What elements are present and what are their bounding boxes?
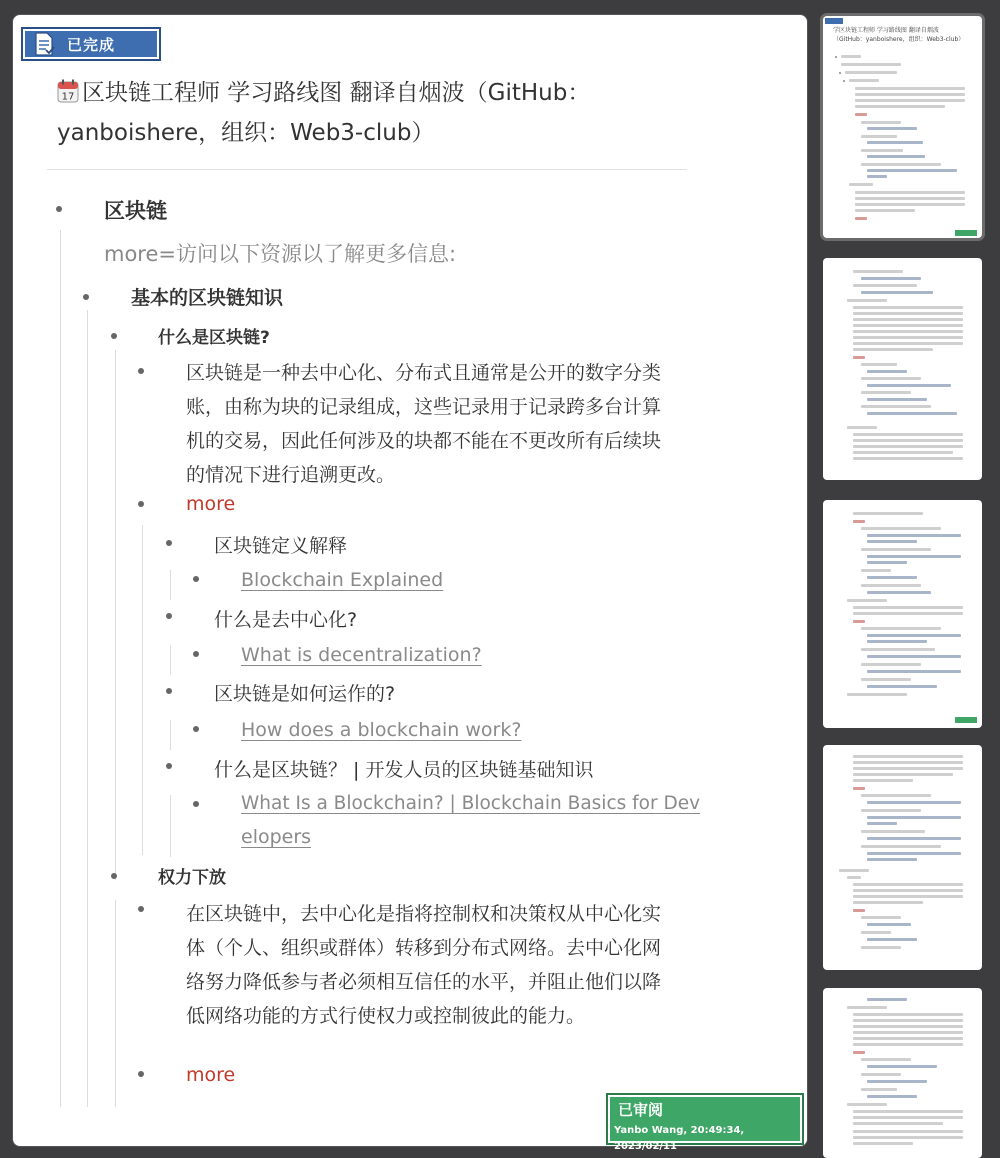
- page-thumbnail-5[interactable]: [823, 988, 982, 1158]
- bullet: [111, 873, 117, 879]
- title-divider: [47, 169, 687, 170]
- resource-label: 什么是去中心化?: [214, 609, 358, 631]
- bullet: [56, 206, 62, 212]
- completed-status-badge[interactable]: [21, 27, 161, 61]
- resource-link[interactable]: Blockchain Explained: [241, 569, 444, 591]
- bullet: [166, 613, 172, 619]
- resource-label: 区块链是如何运作的?: [214, 683, 396, 705]
- resource-link[interactable]: How does a blockchain work?: [241, 719, 522, 741]
- bullet: [193, 801, 199, 807]
- resource-link[interactable]: What is decentralization?: [241, 644, 482, 666]
- reviewed-stamp[interactable]: [606, 1093, 804, 1152]
- definition-paragraph: 区块链是一种去中心化、分布式且通常是公开的数字分类账，由称为块的记录组成，这些记录用于记录跨多台计算机的交易，因此任何涉及的块都不能在不更改所有后续块的情况下进行追溯更改。: [186, 362, 662, 486]
- basics-heading[interactable]: 基本的区块链知识: [131, 287, 284, 309]
- bullet: [193, 651, 199, 657]
- more-toggle[interactable]: more: [186, 1064, 236, 1086]
- resource-link-continued[interactable]: elopers: [241, 826, 312, 848]
- resource-link[interactable]: What Is a Blockchain? | Blockchain Basics for Dev: [241, 793, 701, 814]
- bullet: [111, 333, 117, 339]
- page-thumbnail-2[interactable]: [823, 258, 982, 480]
- more-toggle[interactable]: more: [186, 493, 236, 515]
- bullet: [193, 576, 199, 582]
- resource-label: 什么是区块链？ | 开发人员的区块链基础知识: [214, 759, 594, 781]
- outline-guide: [115, 900, 116, 1107]
- reviewed-meta: Yanbo Wang, 20:49:34, 2023/02/11: [614, 1125, 745, 1152]
- page-title-text: 区块链工程师 学习路线图 翻译自烟波（GitHub：yanboishere，组织：Web3-club）: [57, 80, 591, 146]
- bullet: [166, 688, 172, 694]
- bullet: [193, 726, 199, 732]
- page-thumbnail-4[interactable]: [823, 745, 982, 970]
- completed-status-label: 已完成: [67, 35, 116, 54]
- section-heading[interactable]: 区块链: [104, 199, 167, 223]
- outline-guide: [142, 525, 143, 855]
- bullet: [138, 501, 144, 507]
- bullet: [83, 294, 89, 300]
- bullet: [166, 540, 172, 546]
- calendar-icon: [57, 79, 79, 103]
- document-icon: [31, 31, 57, 57]
- decentralization-heading[interactable]: 权力下放: [158, 868, 226, 888]
- more-info-text: more=访问以下资源以了解更多信息:: [104, 242, 457, 266]
- bullet: [166, 763, 172, 769]
- bullet: [138, 368, 144, 374]
- outline-guide: [170, 720, 171, 750]
- thumbnail-title: 学区块链工程师 学习路线图 翻译自烟波（GitHub：yanboishere，组织：Web3-club）: [833, 27, 965, 43]
- outline-guide: [87, 310, 88, 1107]
- page-thumbnail-3[interactable]: [823, 500, 982, 728]
- outline-guide: [170, 645, 171, 675]
- bullet: [138, 906, 144, 912]
- page-thumbnail-1[interactable]: [823, 16, 982, 238]
- resource-label: 区块链定义解释: [214, 535, 348, 557]
- svg-text:17: 17: [61, 91, 75, 103]
- page-title: [57, 73, 737, 153]
- outline-guide: [170, 570, 171, 600]
- decentralization-paragraph: 在区块链中，去中心化是指将控制权和决策权从中心化实体（个人、组织或群体）转移到分布式网络。去中心化网络努力降低参与者必须相互信任的水平，并阻止他们以降低网络功能的方式行使权力或控制彼此的能力。: [186, 903, 662, 1027]
- bullet: [138, 1071, 144, 1077]
- reviewed-label: 已审阅: [618, 1101, 664, 1119]
- what-is-blockchain-heading[interactable]: 什么是区块链?: [158, 328, 270, 348]
- outline-guide: [60, 230, 61, 1107]
- document-page: [12, 14, 808, 1147]
- outline-guide: [115, 350, 116, 880]
- outline-guide: [170, 795, 171, 857]
